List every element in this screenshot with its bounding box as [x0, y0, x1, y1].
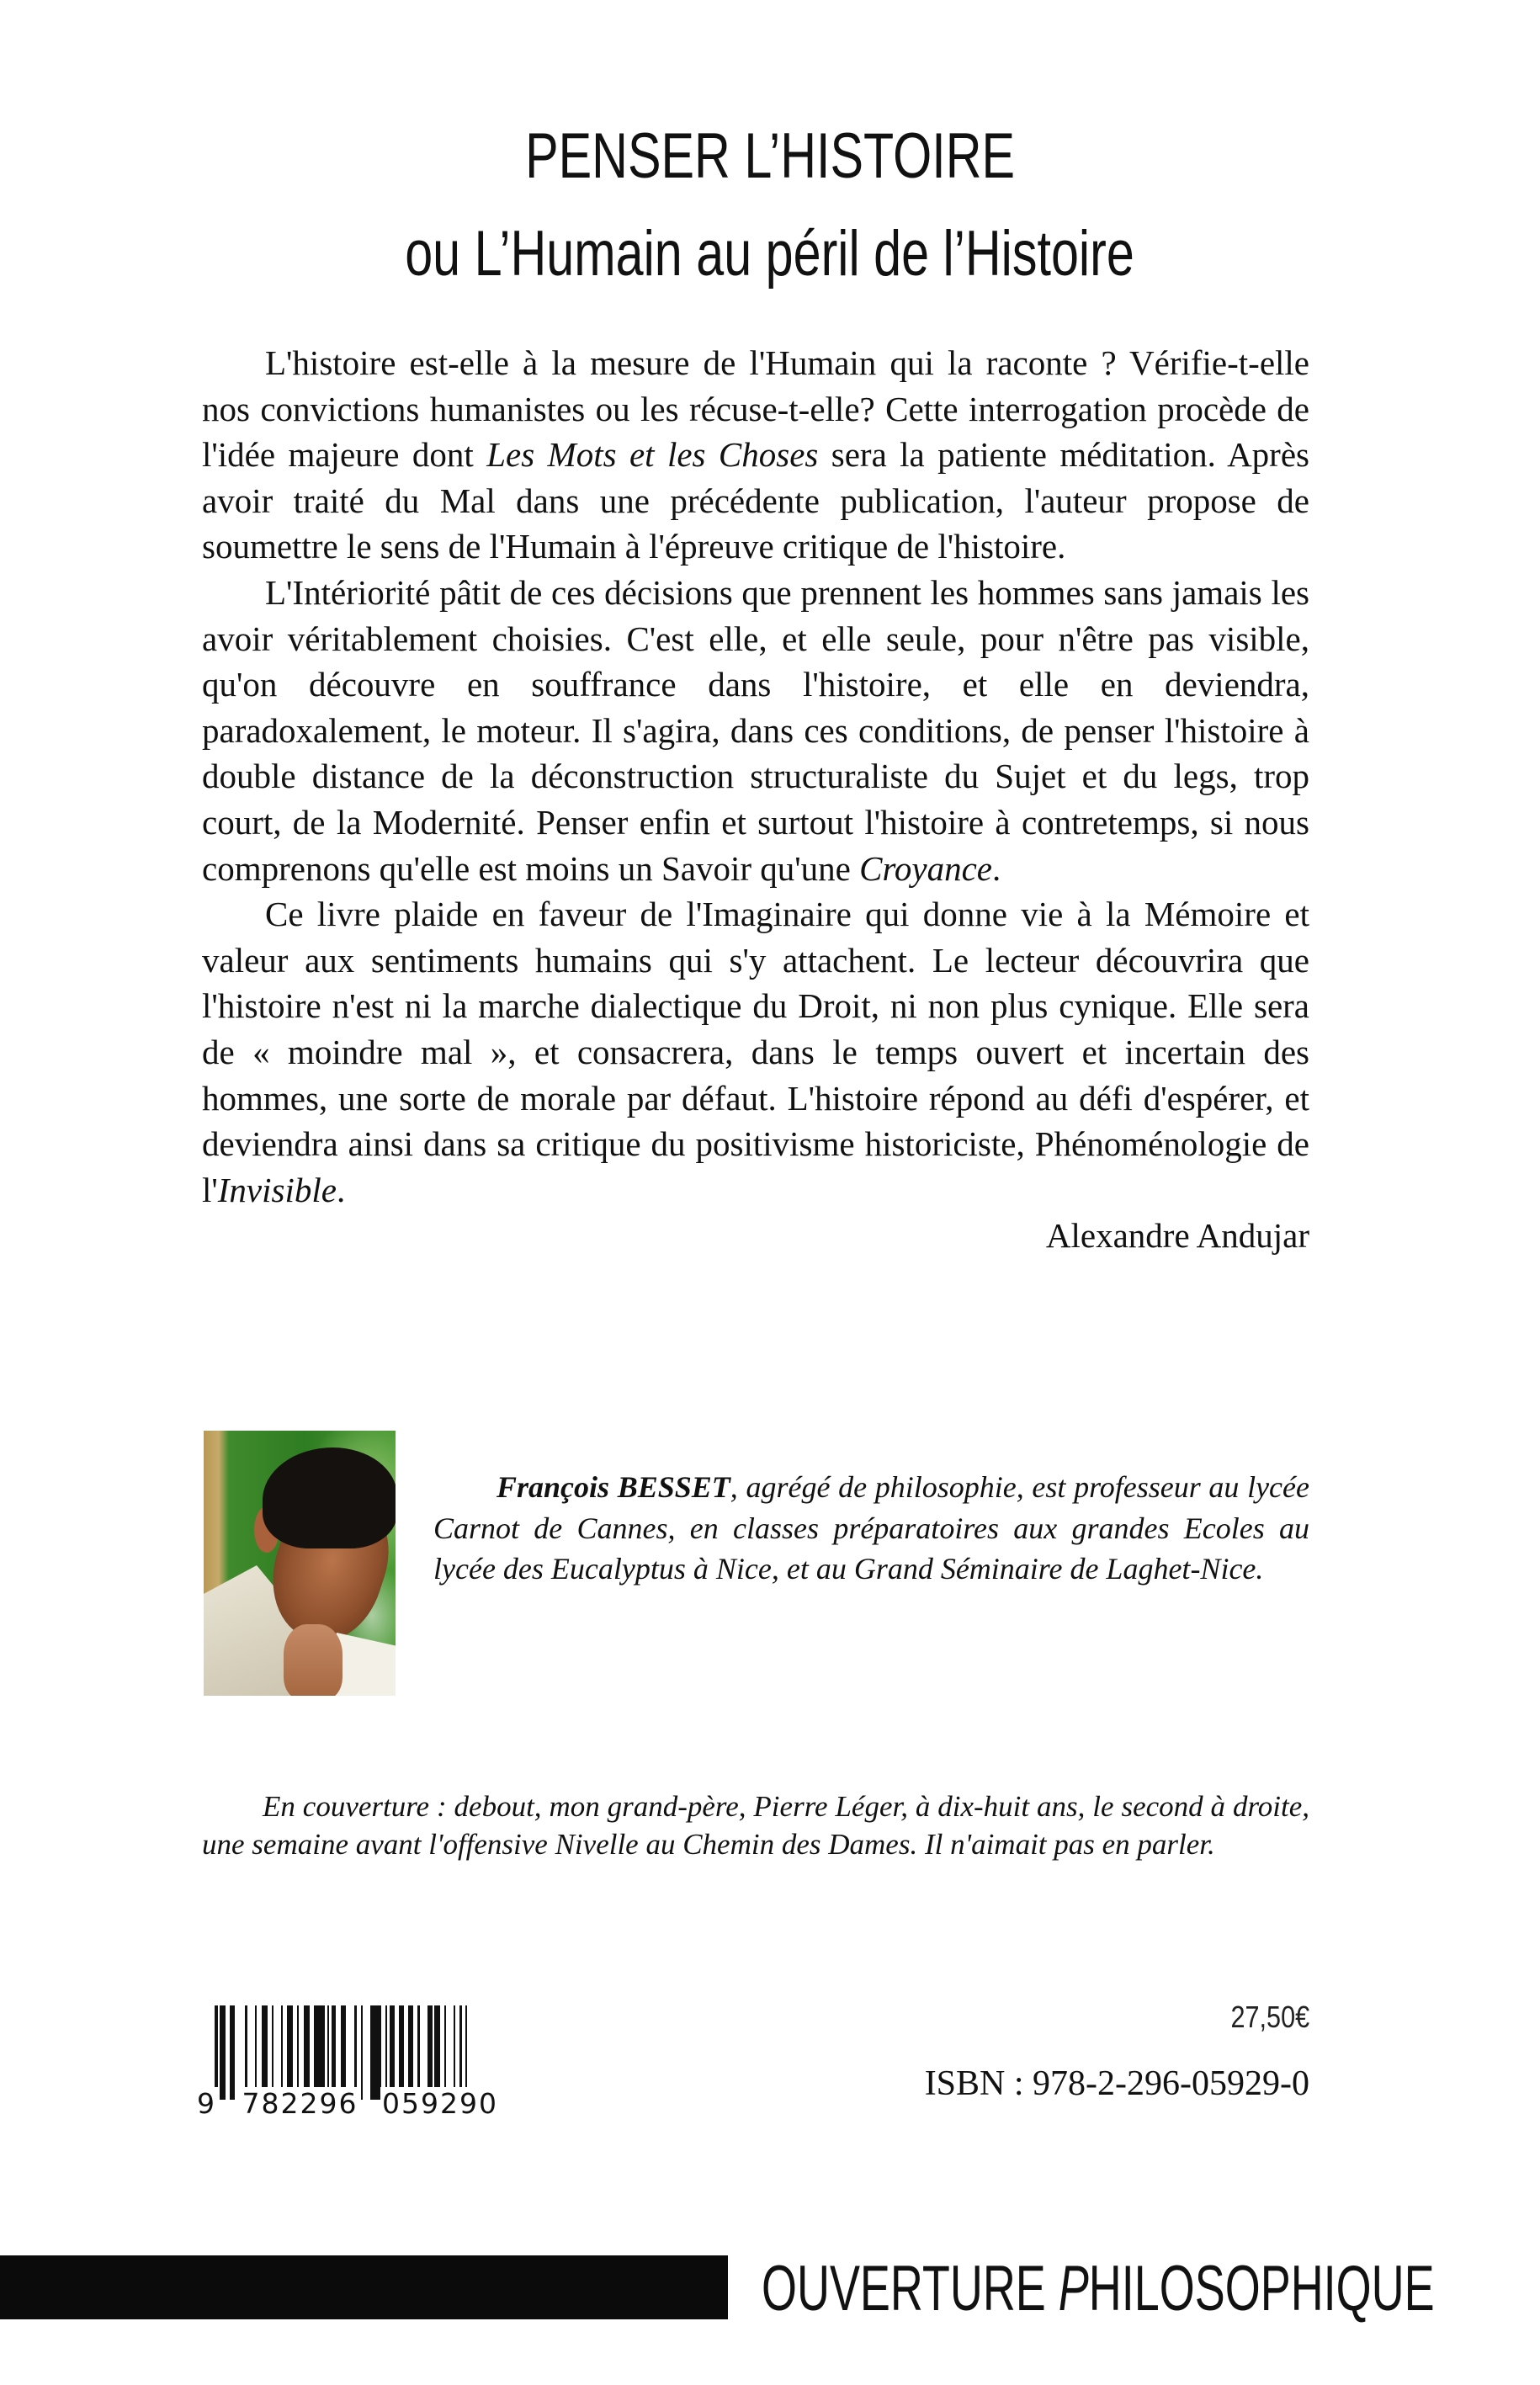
author-photo	[204, 1431, 396, 1696]
series-black-bar	[0, 2255, 728, 2319]
barcode-bar	[314, 2005, 326, 2100]
isbn-barcode	[215, 2005, 467, 2100]
book-subtitle-text: ou L’Humain au péril de l’Histoire	[405, 218, 1135, 289]
series-name	[762, 2255, 1519, 2323]
barcode-bar	[465, 2005, 468, 2100]
barcode-left-group: 782296	[242, 2087, 358, 2120]
barcode-right-group: 059290	[381, 2087, 498, 2120]
barcode-bar	[370, 2005, 381, 2100]
barcode-gap	[273, 2005, 281, 2100]
book-title	[0, 120, 1540, 192]
author-bio-paragraph	[433, 1467, 1309, 1590]
blurb-paragraph-2	[202, 570, 1309, 891]
author-bio	[433, 1467, 1309, 1590]
barcode-gap	[363, 2005, 370, 2100]
price	[1217, 2000, 1309, 2035]
emphasis-italic: Invisible	[217, 1170, 337, 1209]
price-text: 27,50€	[1230, 2000, 1309, 2034]
barcode-gap	[446, 2005, 454, 2100]
cover-photo-caption	[202, 1787, 1309, 1863]
blurb-text: L'histoire est-elle à la mesure de l'Humain qui la raconte ? Vérifie-t-elle nos convictions humanistes ou les récuse-t-elle? Cette interrogation procède de l'idée majeure dont	[202, 343, 1309, 475]
photo-hair	[263, 1447, 396, 1548]
series-word-1: OUVERTURE	[762, 2253, 1059, 2324]
barcode-lead-digit: 9	[197, 2087, 216, 2120]
book-reference-italic: Les Mots et les Choses	[486, 435, 819, 475]
blurb-text: L'Intériorité pâtit de ces décisions que prennent les hommes sans jamais les avoir véritablement choisies. C'est elle, et elle seule, pour n'être pas visible, qu'on découvre en souffrance dans l'histoire, et elle en deviendra, paradoxalement, le moteur. Il s'agira, dans ces conditions, de penser l'histoire à double distance de la déconstruction structuraliste du Sujet et du legs, trop court, de la Modernité. Penser enfin et surtout l'histoire à contretemps, si nous comprenons qu'elle est moins un Savoir qu'une	[202, 572, 1309, 888]
barcode-gap	[235, 2005, 246, 2100]
barcode-digits	[195, 2087, 498, 2120]
series-word-2-rest: HILOSOPHIQUE	[1088, 2253, 1435, 2324]
series-italic-letter: P	[1058, 2253, 1089, 2324]
back-cover-blurb	[202, 340, 1309, 1259]
author-bio-text: , agrégé de philosophie, est professeur au lycée Carnot de Cannes, en classes préparatoires aux grandes Ecoles au lycée des Eucalyptus à Nice, et au Grand Séminaire de Laghet-Nice.	[433, 1470, 1309, 1586]
barcode-gap	[346, 2005, 354, 2100]
photo-hand	[284, 1624, 343, 1696]
book-title-text: PENSER L’HISTOIRE	[524, 120, 1015, 192]
blurb-text: .	[992, 848, 1001, 888]
barcode-gap	[420, 2005, 427, 2100]
author-name: François BESSET	[497, 1470, 730, 1504]
blurb-text: sera la patiente méditation. Après avoir traité du Mal dans une précédente publication, l'auteur propose de soumettre le sens de l'Humain à l'épreuve critique de l'histoire.	[202, 435, 1309, 566]
emphasis-italic: Croyance	[859, 848, 992, 888]
book-subtitle	[0, 220, 1540, 288]
blurb-text: .	[336, 1170, 346, 1209]
blurb-paragraph-1	[202, 340, 1309, 570]
isbn: ISBN : 978-2-296-05929-0	[924, 2064, 1309, 2103]
cover-caption-text: En couverture : debout, mon grand-père, Pierre Léger, à dix-huit ans, le second à droite, une semaine avant l'offensive Nivelle au Chemin des Dames. Il n'aimait pas en parler.	[202, 1790, 1309, 1861]
barcode-gap	[247, 2005, 255, 2100]
blurb-signature: Alexandre Andujar	[1045, 1216, 1309, 1256]
blurb-paragraph-3	[202, 891, 1309, 1213]
blurb-text: Ce livre plaide en faveur de l'Imaginaire qui donne vie à la Mémoire et valeur aux sentiments humains qui s'y attachent. Le lecteur découvrira que l'histoire n'est ni la marche dialectique du Droit, ni non plus cynique. Elle sera de « moindre mal », et consacrera, dans le temps ouvert et incertain des hommes, une sorte de morale par défaut. L'histoire répond au défi d'espérer, et deviendra ainsi dans sa critique du positivisme historiciste, Phénoménologie de l'	[202, 895, 1309, 1209]
